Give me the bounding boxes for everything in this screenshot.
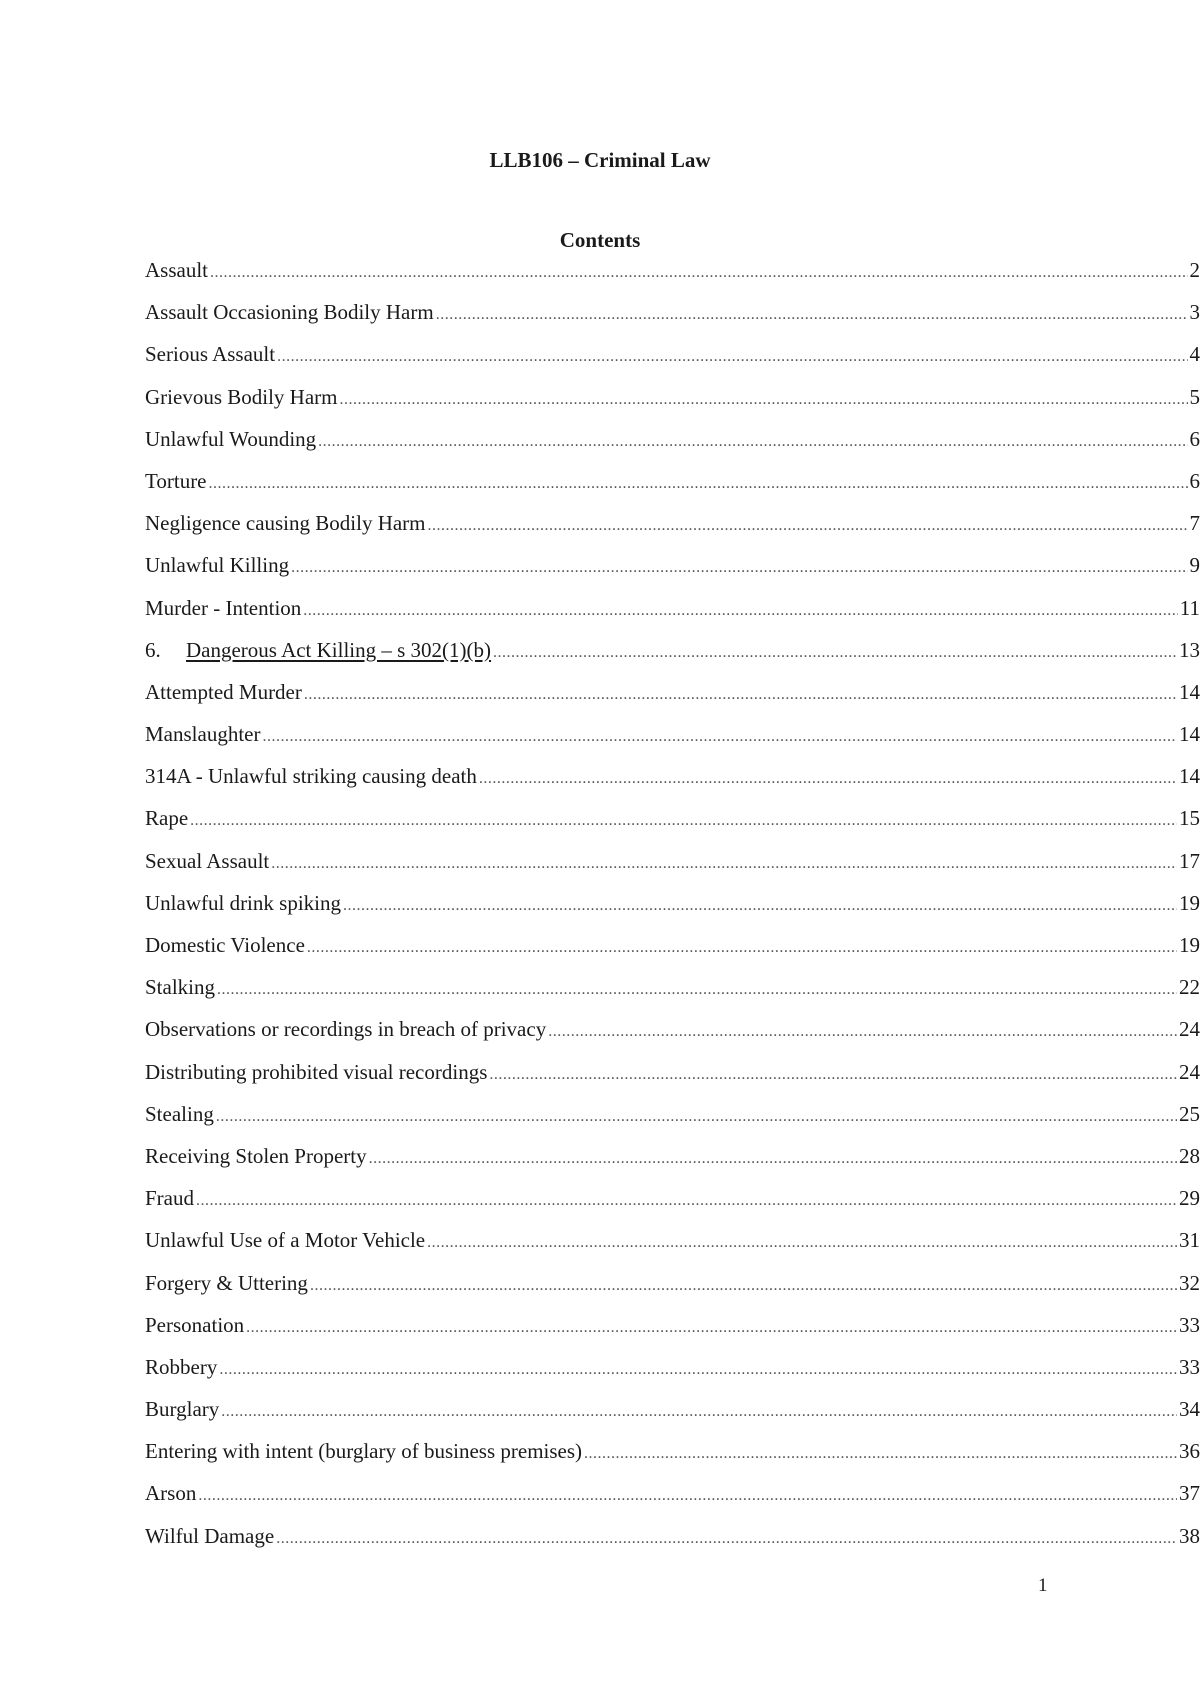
toc-dot-leader (310, 1272, 1177, 1300)
toc-entry-label[interactable]: Domestic Violence (145, 933, 305, 957)
toc-entry-label[interactable]: Stealing (145, 1101, 214, 1126)
toc-entry-page: 7 (1189, 511, 1200, 536)
toc-entry[interactable] (145, 889, 1200, 931)
toc-dot-leader (217, 976, 1177, 1004)
toc-entry[interactable] (145, 636, 1200, 678)
toc-entry-page: 19 (1179, 933, 1200, 957)
toc-entry[interactable] (145, 1522, 1200, 1564)
toc-dot-leader (210, 259, 1188, 287)
toc-dot-leader (219, 1356, 1177, 1384)
toc-entry[interactable] (145, 1269, 1200, 1311)
toc-dot-leader (277, 343, 1187, 371)
toc-entry-label[interactable]: Manslaughter (145, 722, 261, 747)
toc-dot-leader (548, 1018, 1177, 1046)
toc-dot-leader (196, 1187, 1177, 1215)
toc-entry-page: 19 (1179, 890, 1200, 915)
toc-entry[interactable] (145, 1184, 1200, 1226)
toc-entry-page: 6 (1189, 468, 1200, 493)
toc-entry[interactable] (145, 973, 1200, 1015)
toc-entry-label[interactable]: Sexual Assault (145, 848, 270, 873)
toc-entry[interactable] (145, 847, 1200, 889)
toc-entry-label[interactable]: Burglary (145, 1397, 220, 1422)
toc-dot-leader (190, 807, 1177, 835)
toc-entry-label[interactable]: Assault Occasioning Bodily Harm (145, 300, 434, 325)
toc-entry-page: 28 (1179, 1143, 1200, 1168)
toc-entry[interactable] (145, 340, 1200, 382)
toc-entry-page: 31 (1179, 1228, 1200, 1253)
toc-entry-label[interactable]: 314A - Unlawful striking causing death (145, 764, 477, 789)
toc-entry-page: 14 (1179, 679, 1200, 704)
toc-entry-page: 24 (1179, 1017, 1200, 1042)
toc-dot-leader (479, 765, 1177, 793)
toc-entry[interactable] (145, 298, 1200, 340)
toc-entry-page: 34 (1179, 1397, 1200, 1422)
toc-entry-page: 14 (1179, 722, 1200, 747)
toc-entry[interactable] (145, 1311, 1200, 1353)
toc-entry-number: 6. (145, 637, 161, 662)
toc-entry-page: 24 (1179, 1059, 1200, 1084)
toc-entry-label[interactable]: Fraud (145, 1186, 194, 1211)
toc-entry-page: 29 (1179, 1186, 1200, 1211)
toc-entry-label[interactable]: Unlawful Killing (145, 553, 290, 578)
toc-entry-page: 3 (1189, 300, 1200, 325)
toc-entry-page: 33 (1179, 1354, 1200, 1379)
toc-entry[interactable] (145, 678, 1200, 720)
toc-entry[interactable] (145, 509, 1200, 551)
toc-entry[interactable] (145, 383, 1200, 425)
toc-entry-label[interactable]: Unlawful Use of a Motor Vehicle (145, 1228, 426, 1253)
toc-entry[interactable] (145, 425, 1200, 467)
toc-dot-leader (221, 1398, 1177, 1426)
toc-dot-leader (427, 1229, 1177, 1257)
toc-entry[interactable] (145, 1058, 1200, 1100)
toc-entry-label[interactable]: Attempted Murder (145, 679, 302, 704)
toc-entry-page: 2 (1189, 258, 1200, 282)
toc-entry-page: 36 (1179, 1439, 1200, 1464)
toc-entry-page: 15 (1179, 806, 1200, 831)
toc-entry-label[interactable]: Arson (145, 1481, 197, 1506)
toc-entry-page: 5 (1189, 384, 1200, 409)
toc-entry-page: 11 (1179, 595, 1200, 620)
toc-dot-leader (339, 386, 1187, 414)
toc-dot-leader (246, 1314, 1177, 1342)
toc-entry-label[interactable]: Serious Assault (145, 342, 276, 367)
toc-entry-page: 37 (1179, 1481, 1200, 1506)
toc-dot-leader (216, 1103, 1177, 1131)
toc-dot-leader (436, 301, 1188, 329)
toc-dot-leader (428, 512, 1188, 540)
toc-dot-leader (276, 1525, 1177, 1553)
toc-entry-page: 6 (1189, 426, 1200, 451)
toc-entry[interactable] (145, 594, 1200, 636)
toc-entry-page: 17 (1179, 848, 1200, 873)
toc-entry-page: 22 (1179, 975, 1200, 1000)
toc-entry[interactable] (145, 1395, 1200, 1437)
toc-entry-page: 14 (1179, 764, 1200, 789)
toc-entry[interactable] (145, 1100, 1200, 1142)
toc-entry-page: 4 (1189, 342, 1200, 367)
toc-entry-label[interactable]: Dangerous Act Killing – s 302(1)(b) (186, 637, 492, 662)
toc-entry-label[interactable]: Entering with intent (burglary of business premises) (145, 1439, 583, 1464)
toc-entry-page: 32 (1179, 1270, 1200, 1295)
toc-entry[interactable] (145, 1437, 1200, 1479)
document-title: LLB106 – Criminal Law (489, 148, 711, 172)
toc-entry-label[interactable]: Unlawful Wounding (145, 426, 317, 451)
toc-entry-page: 33 (1179, 1312, 1200, 1337)
toc-entry-label[interactable]: Negligence causing Bodily Harm (145, 511, 426, 536)
toc-dot-leader (343, 892, 1177, 920)
toc-entry-label[interactable]: Receiving Stolen Property (145, 1143, 367, 1168)
toc-entry[interactable] (145, 1142, 1200, 1184)
toc-dot-leader (304, 681, 1177, 709)
toc-entry-label[interactable]: Rape (145, 806, 189, 831)
toc-dot-leader (209, 470, 1188, 498)
toc-entry-label[interactable]: Robbery (145, 1354, 218, 1379)
toc-dot-leader (369, 1145, 1177, 1173)
toc-entry[interactable] (145, 1226, 1200, 1268)
toc-entry[interactable] (145, 762, 1200, 804)
toc-dot-leader (584, 1440, 1177, 1468)
toc-dot-leader (271, 850, 1177, 878)
toc-dot-leader (198, 1482, 1177, 1510)
toc-entry-label[interactable]: Stalking (145, 975, 216, 1000)
toc-entry-label[interactable]: Assault (145, 258, 208, 282)
toc-entry[interactable] (145, 804, 1200, 846)
table-of-contents (145, 256, 1200, 1564)
toc-dot-leader (291, 554, 1187, 582)
toc-entry-label[interactable]: Torture (145, 468, 207, 493)
toc-entry-label[interactable]: Distributing prohibited visual recordings (145, 1059, 488, 1084)
toc-entry[interactable] (145, 931, 1200, 973)
toc-entry-label[interactable]: Wilful Damage (145, 1523, 275, 1548)
toc-entry-page: 38 (1179, 1523, 1200, 1548)
toc-entry-page: 9 (1189, 553, 1200, 578)
toc-dot-leader (303, 597, 1177, 625)
toc-entry[interactable] (145, 467, 1200, 509)
toc-entry[interactable] (145, 1015, 1200, 1057)
toc-entry-page: 25 (1179, 1101, 1200, 1126)
toc-entry-page: 13 (1179, 637, 1200, 662)
toc-entry-label[interactable]: Observations or recordings in breach of privacy (145, 1017, 547, 1042)
toc-entry[interactable] (145, 1479, 1200, 1521)
toc-entry[interactable] (145, 551, 1200, 593)
toc-entry[interactable] (145, 256, 1200, 298)
toc-entry-label[interactable]: Forgery & Uttering (145, 1270, 308, 1295)
toc-dot-leader (493, 639, 1177, 667)
toc-heading: Contents (559, 228, 641, 252)
toc-entry-label[interactable]: Grievous Bodily Harm (145, 384, 338, 409)
toc-dot-leader (318, 428, 1187, 456)
toc-entry-label[interactable]: Unlawful drink spiking (145, 890, 341, 915)
toc-entry[interactable] (145, 1353, 1200, 1395)
footer-page-number: 1 (1038, 1575, 1048, 1596)
toc-entry[interactable] (145, 720, 1200, 762)
toc-dot-leader (307, 934, 1177, 962)
toc-entry-label[interactable]: Personation (145, 1312, 245, 1337)
toc-entry-label[interactable]: Murder - Intention (145, 595, 302, 620)
toc-dot-leader (489, 1061, 1177, 1089)
toc-dot-leader (262, 723, 1177, 751)
